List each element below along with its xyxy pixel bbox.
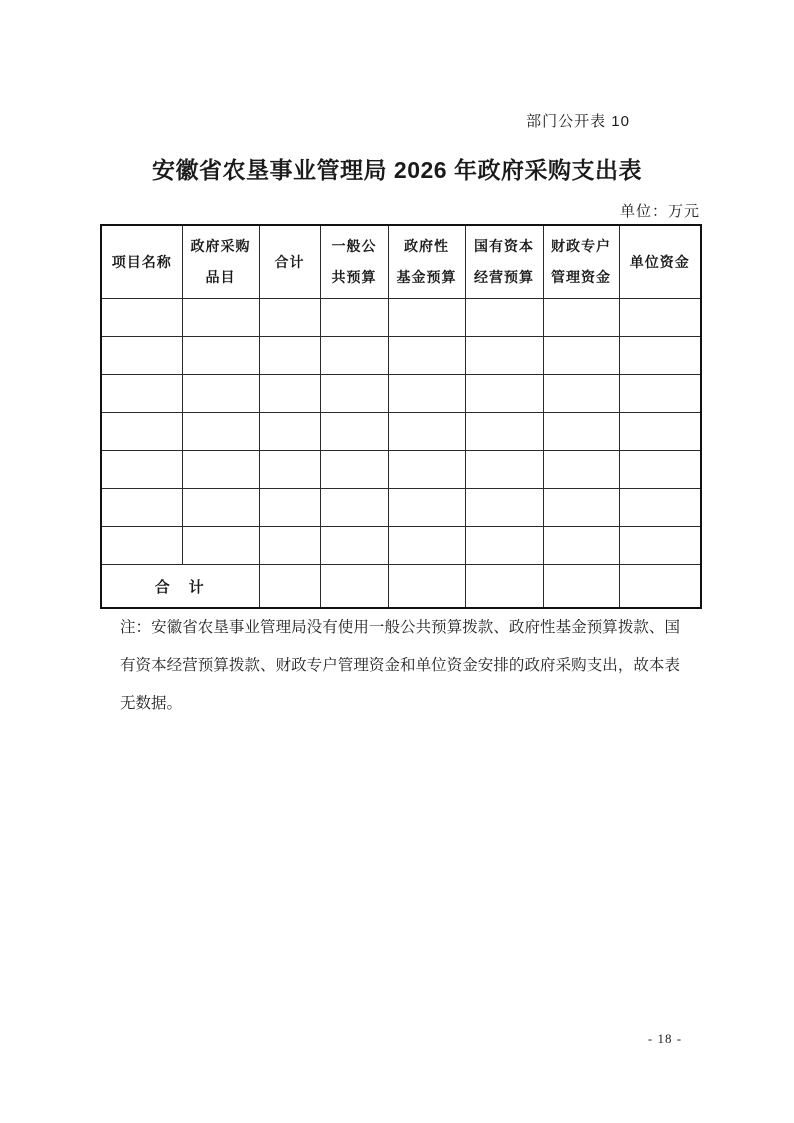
procurement-table <box>100 224 702 609</box>
data-cell <box>101 337 182 375</box>
data-cell <box>543 299 619 337</box>
data-cell <box>619 337 701 375</box>
table-row-1 <box>101 299 701 337</box>
table-row-6 <box>101 489 701 527</box>
data-cell <box>543 489 619 527</box>
data-cell <box>388 375 465 413</box>
table-row-3 <box>101 375 701 413</box>
column-header-line: 政府性 <box>404 238 449 254</box>
data-cell <box>543 451 619 489</box>
data-cell <box>465 527 543 565</box>
data-cell <box>101 451 182 489</box>
table-header-row <box>101 225 701 299</box>
column-header-line: 经营预算 <box>474 269 534 285</box>
column-header-3 <box>259 225 320 299</box>
data-cell <box>320 375 388 413</box>
column-header-8 <box>619 225 701 299</box>
total-value-cell <box>320 565 388 609</box>
column-header-4 <box>320 225 388 299</box>
data-cell <box>619 299 701 337</box>
column-header-line: 财政专户 <box>551 238 611 254</box>
data-cell <box>619 451 701 489</box>
data-cell <box>619 375 701 413</box>
data-cell <box>259 337 320 375</box>
data-cell <box>320 527 388 565</box>
data-cell <box>182 413 259 451</box>
data-cell <box>465 413 543 451</box>
table-body <box>101 299 701 609</box>
data-cell <box>619 527 701 565</box>
data-cell <box>320 413 388 451</box>
data-cell <box>259 451 320 489</box>
total-value-cell <box>619 565 701 609</box>
data-cell <box>543 527 619 565</box>
column-header-line: 合计 <box>274 253 305 270</box>
data-cell <box>320 337 388 375</box>
column-header-5 <box>388 225 465 299</box>
data-cell <box>619 413 701 451</box>
data-cell <box>388 413 465 451</box>
column-header-6 <box>465 225 543 299</box>
column-header-7 <box>543 225 619 299</box>
doc-label: 部门公开表 10 <box>526 113 630 130</box>
table-header-row-group <box>101 225 701 299</box>
data-cell <box>259 527 320 565</box>
data-cell <box>182 489 259 527</box>
column-header-line: 基金预算 <box>396 269 457 285</box>
data-cell <box>259 413 320 451</box>
page-title: 安徽省农垦事业管理局 2026 年政府采购支出表 <box>152 157 642 183</box>
table-row-2 <box>101 337 701 375</box>
total-value-cell <box>465 565 543 609</box>
data-cell <box>543 413 619 451</box>
column-header-line: 一般公 <box>331 238 377 254</box>
data-cell <box>182 299 259 337</box>
data-cell <box>101 527 182 565</box>
data-cell <box>465 337 543 375</box>
column-header-line: 品目 <box>205 269 236 285</box>
data-cell <box>320 299 388 337</box>
data-cell <box>259 375 320 413</box>
data-cell <box>465 375 543 413</box>
data-cell <box>465 299 543 337</box>
data-cell <box>182 527 259 565</box>
column-header-line: 国有资本 <box>474 238 534 254</box>
total-row-label: 合 计 <box>101 565 259 609</box>
data-cell <box>619 489 701 527</box>
data-cell <box>388 299 465 337</box>
table-row-4 <box>101 413 701 451</box>
data-cell <box>101 413 182 451</box>
data-cell <box>101 489 182 527</box>
data-cell <box>320 489 388 527</box>
data-cell <box>388 527 465 565</box>
data-cell <box>543 337 619 375</box>
column-header-line: 管理资金 <box>551 269 611 285</box>
unit-label: 单位：万元 <box>619 203 700 220</box>
column-header-1 <box>101 225 182 299</box>
table-row-7 <box>101 527 701 565</box>
column-header-line: 共预算 <box>331 269 377 285</box>
column-header-line: 政府采购 <box>190 238 251 254</box>
data-cell <box>182 451 259 489</box>
data-cell <box>465 489 543 527</box>
column-header-line: 项目名称 <box>111 253 172 270</box>
data-cell <box>259 299 320 337</box>
total-value-cell <box>259 565 320 609</box>
data-cell <box>543 375 619 413</box>
total-value-cell <box>388 565 465 609</box>
table-row-5 <box>101 451 701 489</box>
data-cell <box>182 337 259 375</box>
column-header-line: 单位资金 <box>629 253 690 270</box>
page-number: - 18 - <box>647 1031 683 1046</box>
total-row <box>101 565 701 609</box>
data-cell <box>101 299 182 337</box>
data-cell <box>388 489 465 527</box>
data-cell <box>320 451 388 489</box>
note-text: 注：安徽省农垦事业管理局没有使用一般公共预算拨款、政府性基金预算拨款、国有资本经营预算拨款、财政专户管理资金和单位资金安排的政府采购支出，故本表无数据。 <box>120 619 680 712</box>
data-cell <box>465 451 543 489</box>
data-cell <box>388 337 465 375</box>
data-cell <box>182 375 259 413</box>
data-cell <box>101 375 182 413</box>
data-cell <box>259 489 320 527</box>
total-value-cell <box>543 565 619 609</box>
data-cell <box>388 451 465 489</box>
column-header-2 <box>182 225 259 299</box>
